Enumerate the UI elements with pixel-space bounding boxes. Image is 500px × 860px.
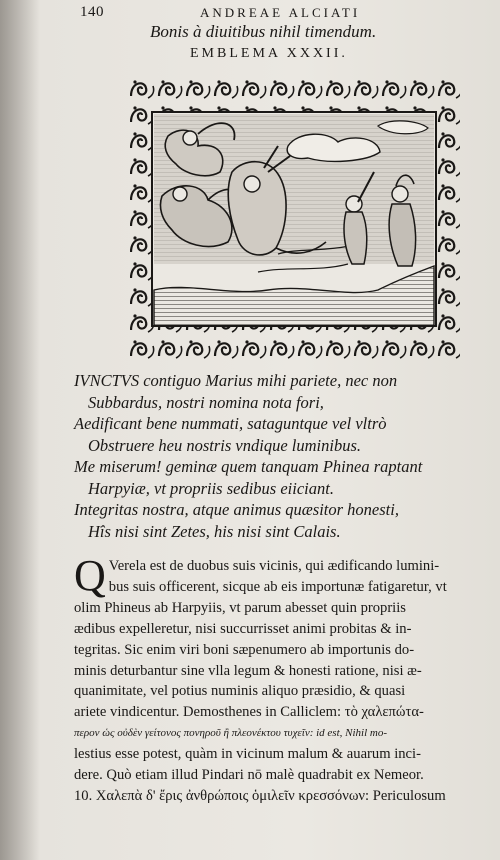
verse-line: Obstruere heu nostris vndique luminibus. <box>88 435 361 455</box>
commentary-line: lestius esse potest, quàm in vicinum malum & auarum inci- <box>74 746 421 763</box>
verse-line: Aedificant bene nummati, sataguntque vel vltrò <box>74 414 387 433</box>
commentary-line: Verela est de duobus suis vicinis, qui ædificando lumini- <box>108 558 440 574</box>
emblem-motto: Bonis à diuitibus nihil timendum. <box>150 22 377 41</box>
verse-line: Hîs nisi sint Zetes, his nisi sint Calais. <box>88 521 341 541</box>
page-number: 140 <box>80 4 104 20</box>
commentary-line: ariete vindicentur. Demosthenes in Calliclem: τὸ χαλεπώτα- <box>74 704 424 721</box>
verse-line: Me miserum! geminæ quem tanquam Phinea raptant <box>74 457 423 476</box>
verse-line: Integritas nostra, atque animus quæsitor honesti, <box>74 500 399 519</box>
verse-line: Subbardus, nostri nomina nota fori, <box>88 392 324 412</box>
commentary-line: tegritas. Sic enim viri boni sæpenumero ab importunis do- <box>74 641 415 658</box>
commentary-line: quanimitate, vel potius numinis aliquo præsidio, & quasi <box>74 683 406 700</box>
running-head: ANDREAE ALCIATI <box>200 5 361 20</box>
commentary-block <box>74 551 486 807</box>
commentary-line: bus suis officerent, sicque ab eis importunæ fatigaretur, vt <box>108 578 447 595</box>
commentary-line: 10. Χαλεπὰ δ' ἔρις ἀνθρώποις ὁμιλεῖν κρεσσόνων: Periculosum <box>74 787 446 804</box>
gutter-shadow <box>0 0 40 860</box>
woodcut-illustration <box>128 76 462 364</box>
drop-cap: Q <box>74 551 106 600</box>
commentary-line: dere. Quò etiam illud Pindari nō malè quadrabit ex Nemeor. <box>74 767 424 784</box>
verse-line: IVNCTVS contiguo Marius mihi pariete, nec non <box>74 371 398 390</box>
verse-line: Harpyiæ, vt propriis sedibus eiiciant. <box>88 478 334 498</box>
commentary-line: ædibus expelleretur, nisi succurrisset animi probitas & in- <box>74 620 412 637</box>
commentary-line: περον ὡς οὐδὲν γείτονος πονηροῦ ἢ πλεονέκτου τυχεῖν: id est, Nihil mo- <box>74 727 388 740</box>
commentary-line: olim Phineus ab Harpyiis, vt parum abesset quin propriis <box>74 599 406 616</box>
emblem-number: EMBLEMA XXXII. <box>190 46 348 61</box>
verse-block <box>74 370 494 542</box>
commentary-line: minis deturbantur sine vlla legum & honesti ratione, nisi æ- <box>74 662 422 679</box>
